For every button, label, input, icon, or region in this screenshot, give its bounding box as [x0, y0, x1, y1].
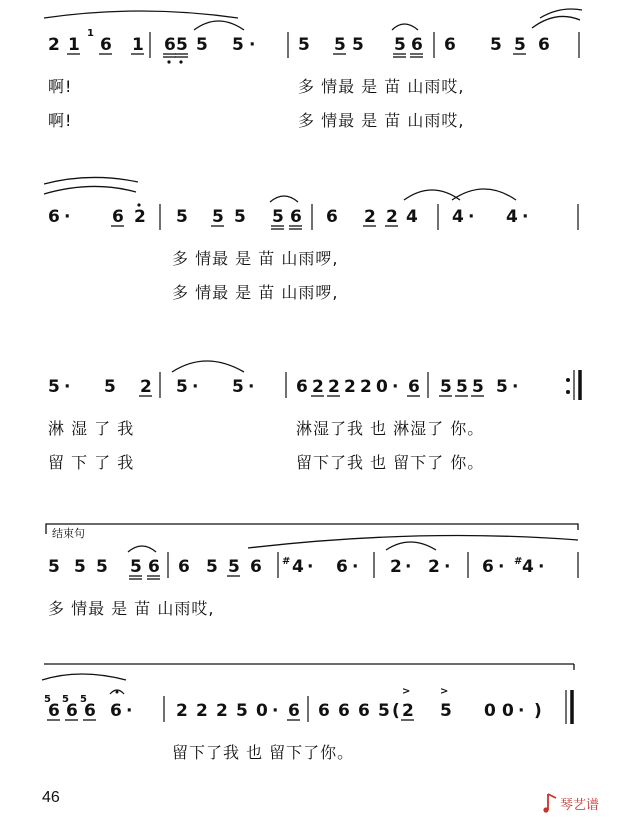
- note: ·: [126, 701, 133, 721]
- note: 6: [288, 701, 300, 721]
- coda-bracket: [46, 524, 578, 534]
- note: ·: [248, 377, 255, 397]
- note: 2: [176, 701, 188, 721]
- system-2: [44, 177, 578, 302]
- note: ): [534, 701, 542, 721]
- note: 5: [48, 377, 60, 397]
- note: 5: [298, 35, 310, 55]
- note: 6: [411, 35, 423, 55]
- note: 6: [482, 557, 494, 577]
- note: 2: [312, 377, 324, 397]
- note: ·: [192, 377, 199, 397]
- system-4-notes: [48, 556, 544, 579]
- note: 6: [338, 701, 350, 721]
- lyric-line: 啊!: [48, 77, 73, 96]
- note: 6: [250, 557, 262, 577]
- note: 2: [134, 207, 146, 227]
- note: 4: [506, 207, 518, 227]
- note: 5: [440, 377, 452, 397]
- note: ·: [444, 557, 451, 577]
- note: 2: [364, 207, 376, 227]
- note: 2: [48, 35, 60, 55]
- slur: [42, 674, 126, 680]
- note: 5: [334, 35, 346, 55]
- note: 6: [178, 557, 190, 577]
- grace-note: 5: [44, 694, 51, 705]
- system-3-notes: [48, 377, 518, 397]
- note: 1: [68, 35, 80, 55]
- note: 5: [352, 35, 364, 55]
- fermata-dot: [116, 691, 119, 694]
- lyric-line: 留 下 了 我: [48, 453, 135, 472]
- note: #: [514, 556, 523, 567]
- note: 6: [110, 701, 122, 721]
- lyric-line: 多 情最 是 苗 山雨哎,: [298, 111, 465, 130]
- slur: [44, 11, 238, 18]
- note: 5: [48, 557, 60, 577]
- note: 5: [272, 207, 284, 227]
- repeat-dot: [566, 378, 570, 382]
- note: 6: [326, 207, 338, 227]
- note: 5: [206, 557, 218, 577]
- page-number: 46: [42, 789, 60, 806]
- system-5: [42, 664, 574, 762]
- note: 5: [496, 377, 508, 397]
- octave-dot-below: [167, 60, 170, 63]
- note: 0: [502, 701, 514, 721]
- note: 2: [360, 377, 372, 397]
- note: 2: [428, 557, 440, 577]
- note: ·: [512, 377, 519, 397]
- note: ·: [64, 207, 71, 227]
- note: 6: [48, 207, 60, 227]
- note: 5: [490, 35, 502, 55]
- note: ·: [518, 701, 525, 721]
- grace-note: 5: [62, 694, 69, 705]
- note: 4: [452, 207, 464, 227]
- note: 5: [472, 377, 484, 397]
- system-3: [48, 361, 580, 472]
- note: 6: [444, 35, 456, 55]
- note: 6: [538, 35, 550, 55]
- note: 5: [514, 35, 526, 55]
- note: 0: [484, 701, 496, 721]
- note: ·: [272, 701, 279, 721]
- note: 5: [96, 557, 108, 577]
- note: 5: [232, 377, 244, 397]
- note: ·: [249, 35, 256, 55]
- note: 2: [402, 701, 414, 721]
- note: 2: [344, 377, 356, 397]
- note: 6: [290, 207, 302, 227]
- system-2-notes: [48, 203, 528, 229]
- note: 6: [408, 377, 420, 397]
- note: 5: [212, 207, 224, 227]
- note: 6: [48, 701, 60, 721]
- ending-label: 结束句: [52, 527, 85, 540]
- repeat-dot: [566, 390, 570, 394]
- system-1: [44, 9, 582, 130]
- note: 6: [164, 35, 176, 55]
- note: ·: [392, 377, 399, 397]
- note: 5: [130, 557, 142, 577]
- music-note-icon: [548, 794, 556, 810]
- accent-mark: >: [440, 686, 449, 697]
- note: 2: [390, 557, 402, 577]
- note: 6: [100, 35, 112, 55]
- note: 5: [378, 701, 390, 721]
- tie: [532, 16, 580, 28]
- note: 6: [296, 377, 308, 397]
- note: 5: [236, 701, 248, 721]
- slur: [392, 24, 418, 30]
- note: 2: [140, 377, 152, 397]
- note: ·: [307, 557, 314, 577]
- note: 6: [84, 701, 96, 721]
- note: 0: [256, 701, 268, 721]
- note: 2: [216, 701, 228, 721]
- brand-name: 琴艺谱: [560, 798, 600, 813]
- lyric-line: 多 情最 是 苗 山雨啰,: [172, 283, 339, 302]
- slur: [452, 189, 516, 200]
- lyric-line: 多 情最 是 苗 山雨哎,: [48, 599, 215, 618]
- note: 5: [74, 557, 86, 577]
- note: 6: [148, 557, 160, 577]
- note: ·: [538, 557, 545, 577]
- lyric-line: 多 情最 是 苗 山雨哎,: [298, 77, 465, 96]
- note: ·: [64, 377, 71, 397]
- note: 5: [228, 557, 240, 577]
- slur: [270, 196, 298, 202]
- note: 0: [376, 377, 388, 397]
- note: 5: [176, 207, 188, 227]
- note: 2: [386, 207, 398, 227]
- octave-dot-above: [137, 203, 140, 206]
- system-5-notes: [44, 694, 542, 721]
- note: 4: [406, 207, 418, 227]
- note: #: [282, 556, 291, 567]
- system-4: [46, 524, 578, 618]
- slur: [386, 542, 436, 550]
- accent-mark: >: [402, 686, 411, 697]
- slur: [404, 190, 460, 200]
- note: 2: [196, 701, 208, 721]
- note: 1: [132, 35, 144, 55]
- note: 6: [66, 701, 78, 721]
- note: ·: [522, 207, 529, 227]
- note: 6: [336, 557, 348, 577]
- lyric-line: 留下了我 也 留下了 你。: [296, 453, 485, 472]
- note: 5: [440, 701, 452, 721]
- note: 5: [394, 35, 406, 55]
- note: 5: [232, 35, 244, 55]
- note: 5: [234, 207, 246, 227]
- note: 6: [358, 701, 370, 721]
- music-note-head: [543, 807, 548, 812]
- tie: [44, 177, 138, 184]
- lyric-line: 留下了我 也 留下了你。: [172, 743, 355, 762]
- octave-dot-below: [179, 60, 182, 63]
- tie: [44, 186, 136, 194]
- note: (: [392, 701, 400, 721]
- note: ·: [468, 207, 475, 227]
- lyric-line: 淋 湿 了 我: [48, 419, 135, 438]
- lyric-line: 多 情最 是 苗 山雨啰,: [172, 249, 339, 268]
- slur: [128, 546, 156, 552]
- note: 6: [318, 701, 330, 721]
- system-1-notes: [48, 28, 550, 64]
- grace-note: 1: [87, 28, 94, 39]
- note: 5: [176, 377, 188, 397]
- brand-logo: [543, 794, 599, 813]
- note: 5: [196, 35, 208, 55]
- note: 4: [522, 557, 534, 577]
- note: 5: [104, 377, 116, 397]
- note: 6: [112, 207, 124, 227]
- note: 2: [328, 377, 340, 397]
- lyric-line: 啊!: [48, 111, 73, 130]
- note: 5: [176, 35, 188, 55]
- note: ·: [498, 557, 505, 577]
- note: 5: [456, 377, 468, 397]
- note: 4: [292, 557, 304, 577]
- slur: [194, 21, 244, 30]
- grace-note: 5: [80, 694, 87, 705]
- note: ·: [352, 557, 359, 577]
- lyric-line: 淋湿了我 也 淋湿了 你。: [296, 419, 485, 438]
- slur: [172, 361, 244, 372]
- note: ·: [405, 557, 412, 577]
